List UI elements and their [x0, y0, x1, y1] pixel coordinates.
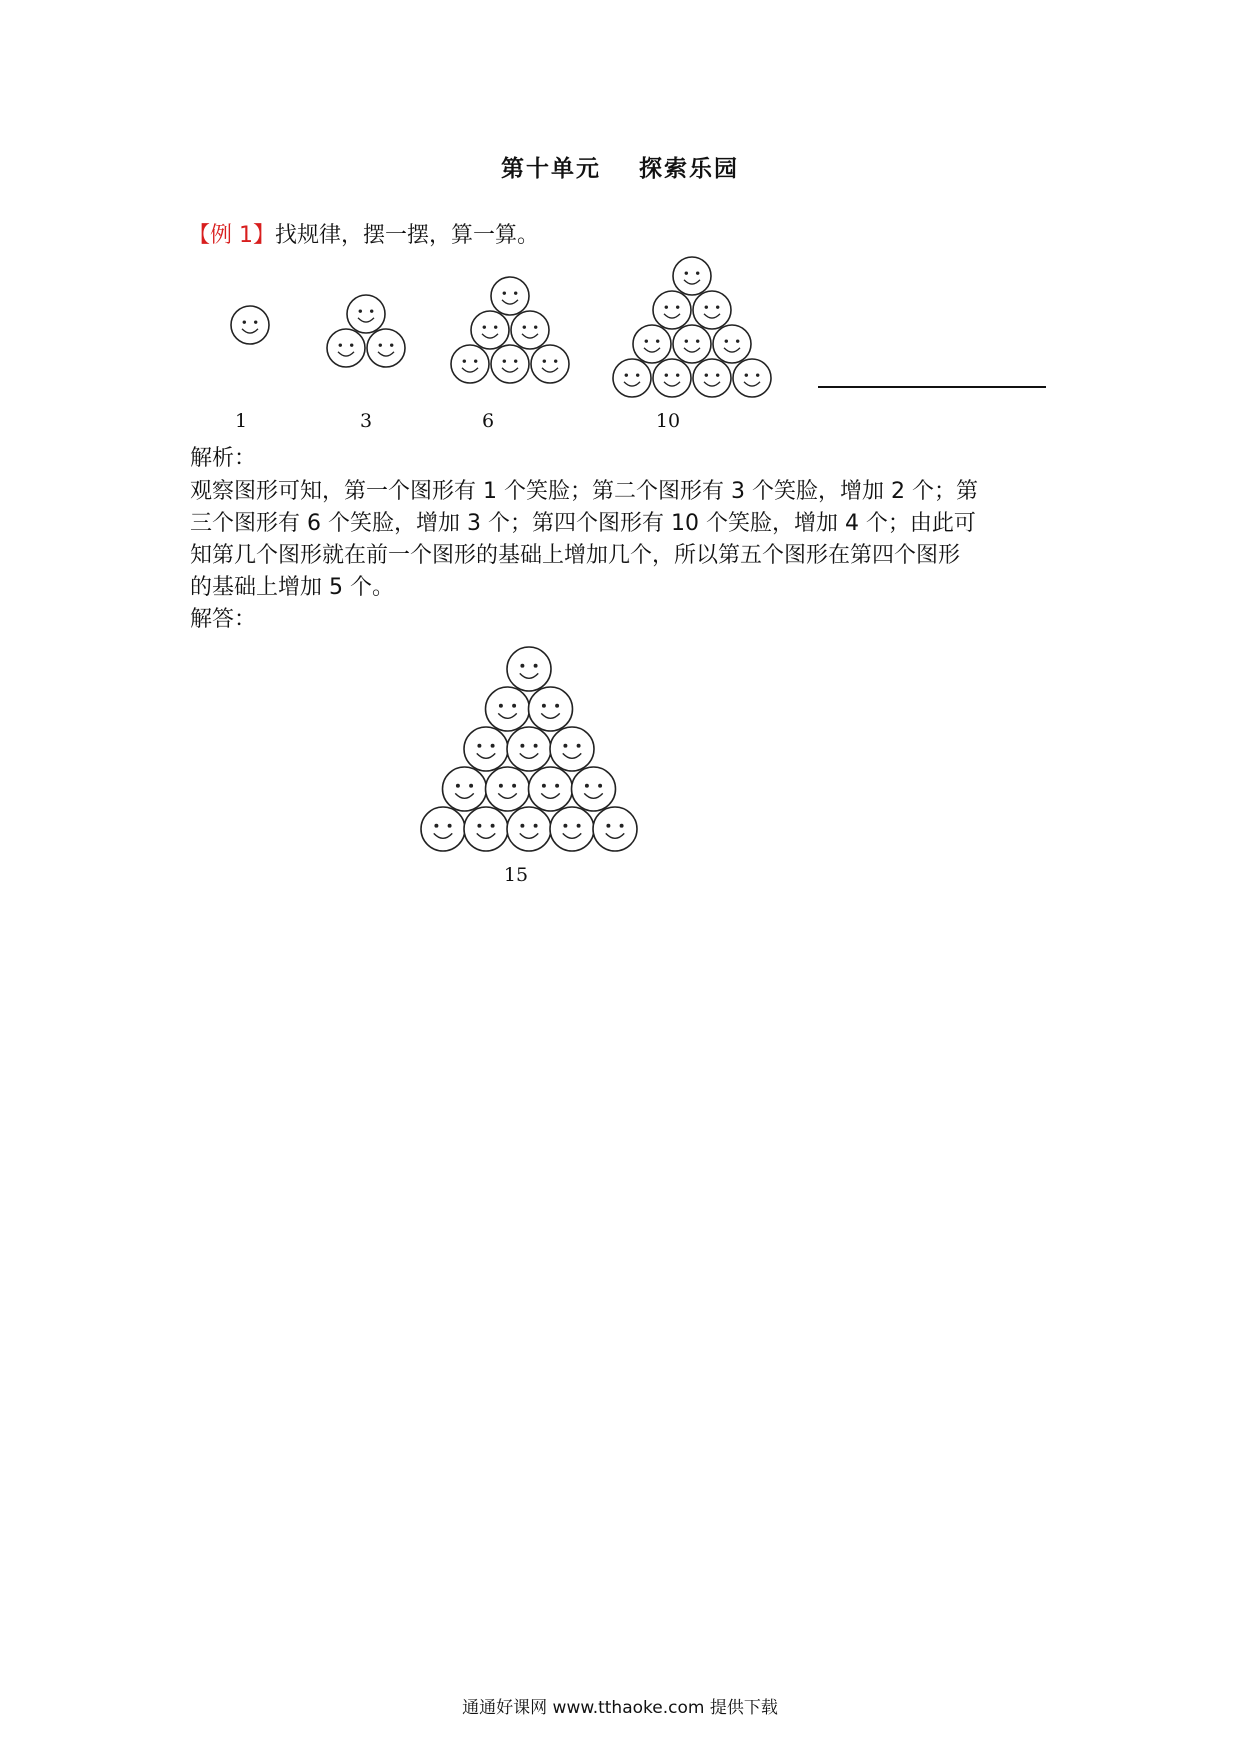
- smiley-face-icon: [367, 329, 405, 367]
- answer-blank-line: [818, 386, 1046, 388]
- smiley-face-icon: [572, 767, 616, 811]
- analysis-line-4: 的基础上增加 5 个。: [190, 575, 394, 600]
- smiley-face-icon: [550, 727, 594, 771]
- smiley-face-icon: [507, 727, 551, 771]
- smiley-face-icon: [531, 345, 569, 383]
- smiley-face-icon: [633, 325, 671, 363]
- figure-count-label-1: 1: [234, 410, 248, 432]
- answer-count-label: 15: [503, 864, 529, 886]
- smiley-face-icon: [347, 295, 385, 333]
- smiley-face-icon: [507, 647, 551, 691]
- figure-count-label-3: 6: [481, 410, 495, 432]
- smiley-face-icon: [653, 291, 691, 329]
- smiley-face-icon: [491, 345, 529, 383]
- smiley-face-icon: [471, 311, 509, 349]
- smiley-figure-4: [612, 256, 776, 396]
- smiley-face-icon: [464, 807, 508, 851]
- smiley-face-icon: [491, 277, 529, 315]
- example-heading: [188, 218, 539, 249]
- smiley-face-icon: [451, 345, 489, 383]
- smiley-face-icon: [550, 807, 594, 851]
- smiley-face-icon: [231, 306, 269, 344]
- smiley-face-icon: [733, 359, 771, 397]
- smiley-face-icon: [713, 325, 751, 363]
- page-footer: 通通好课网 www.tthaoke.com 提供下载: [462, 1698, 778, 1718]
- smiley-face-icon: [464, 727, 508, 771]
- smiley-face-icon: [443, 767, 487, 811]
- example-prompt: 找规律，摆一摆，算一算。: [275, 223, 540, 248]
- smiley-figure-2: [326, 294, 410, 370]
- analysis-line-3: 知第几个图形就在前一个图形的基础上增加几个，所以第五个图形在第四个图形: [190, 543, 961, 568]
- smiley-face-icon: [693, 291, 731, 329]
- smiley-face-icon: [486, 687, 530, 731]
- smiley-face-icon: [486, 767, 530, 811]
- smiley-face-icon: [673, 325, 711, 363]
- title-topic: 探索乐园: [639, 156, 739, 182]
- example-tag: 【例 1】: [188, 223, 275, 248]
- smiley-face-icon: [613, 359, 651, 397]
- figure-count-label-4: 10: [655, 410, 681, 432]
- smiley-face-icon: [529, 767, 573, 811]
- title-unit: 第十单元: [501, 156, 601, 182]
- smiley-face-icon: [511, 311, 549, 349]
- analysis-line-1: 观察图形可知，第一个图形有 1 个笑脸；第二个图形有 3 个笑脸，增加 2 个；第: [190, 479, 978, 504]
- smiley-face-icon: [653, 359, 691, 397]
- analysis-line-2: 三个图形有 6 个笑脸，增加 3 个；第四个图形有 10 个笑脸，增加 4 个；由此可: [190, 511, 976, 536]
- page-title: [0, 150, 1240, 183]
- smiley-face-icon: [327, 329, 365, 367]
- smiley-figure-answer: [420, 646, 640, 848]
- smiley-figure-3: [450, 276, 574, 382]
- smiley-face-icon: [507, 807, 551, 851]
- smiley-face-icon: [673, 257, 711, 295]
- analysis-heading: 解析：: [190, 446, 257, 471]
- smiley-face-icon: [693, 359, 731, 397]
- smiley-face-icon: [529, 687, 573, 731]
- smiley-face-icon: [593, 807, 637, 851]
- answer-heading: 解答：: [190, 607, 257, 632]
- smiley-figure-1: [230, 305, 274, 349]
- smiley-face-icon: [421, 807, 465, 851]
- figure-count-label-2: 3: [359, 410, 373, 432]
